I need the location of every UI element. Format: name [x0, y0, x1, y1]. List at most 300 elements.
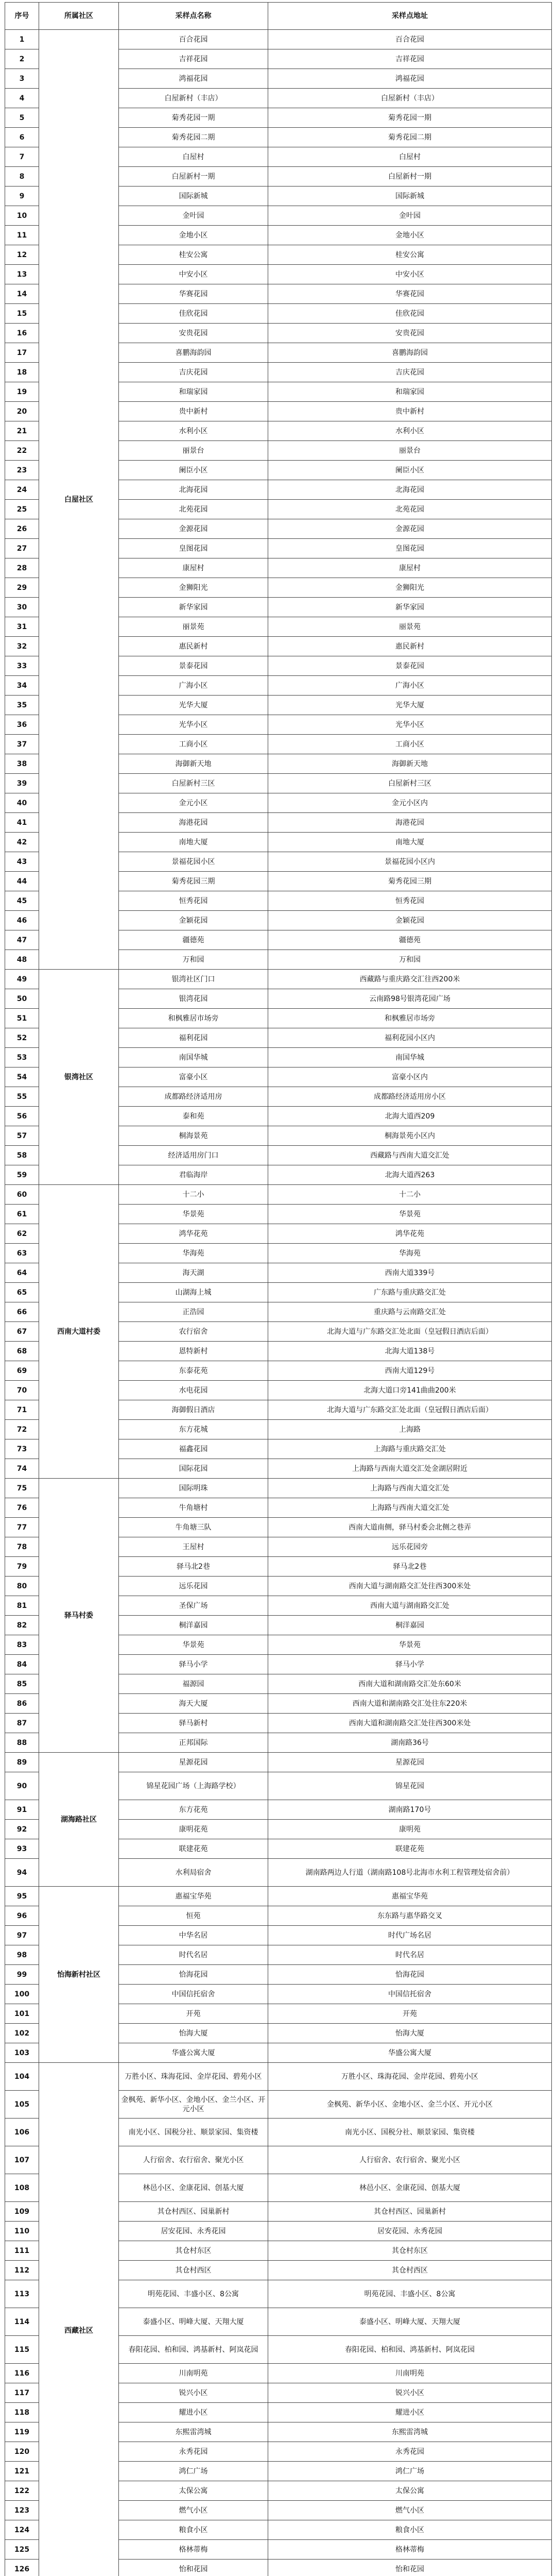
cell-site-name: 贵中新村: [119, 402, 268, 421]
cell-site-name: 锦星花园广场（上海路学校）: [119, 1772, 268, 1800]
cell-seq: 111: [5, 2241, 39, 2261]
cell-site-address: 惠福宝华苑: [268, 1887, 552, 1906]
cell-seq: 115: [5, 2336, 39, 2364]
cell-community: 湖海路社区: [39, 1753, 119, 1887]
cell-seq: 13: [5, 265, 39, 284]
cell-site-address: 北海花园: [268, 480, 552, 500]
cell-site-address: 星源花园: [268, 1753, 552, 1772]
cell-site-address: 上海路: [268, 1420, 552, 1439]
cell-site-address: 北海大道西209: [268, 1107, 552, 1126]
cell-site-address: 金叶园: [268, 206, 552, 226]
cell-seq: 75: [5, 1479, 39, 1498]
cell-site-name: 光华小区: [119, 715, 268, 735]
cell-seq: 48: [5, 950, 39, 970]
cell-site-address: 泰盛小区、明峰大厦、天翔大厦: [268, 2308, 552, 2336]
cell-seq: 10: [5, 206, 39, 226]
cell-site-name: 华海苑: [119, 1244, 268, 1263]
cell-seq: 95: [5, 1887, 39, 1906]
cell-seq: 118: [5, 2403, 39, 2422]
cell-seq: 94: [5, 1859, 39, 1887]
cell-seq: 101: [5, 2004, 39, 2024]
cell-site-name: 居安花园、永秀花园: [119, 2222, 268, 2241]
cell-site-address: 华海苑: [268, 1244, 552, 1263]
cell-site-address: 金地小区: [268, 226, 552, 245]
cell-seq: 108: [5, 2174, 39, 2202]
cell-seq: 103: [5, 2043, 39, 2063]
cell-site-address: 永秀花园: [268, 2442, 552, 2462]
cell-seq: 42: [5, 833, 39, 852]
cell-seq: 17: [5, 343, 39, 363]
cell-seq: 110: [5, 2222, 39, 2241]
cell-site-name: 鸿仁广场: [119, 2462, 268, 2481]
cell-site-address: 工商小区: [268, 735, 552, 754]
cell-site-address: 林邑小区、金康花园、创基大厦: [268, 2174, 552, 2202]
cell-seq: 107: [5, 2146, 39, 2174]
cell-site-address: 南国华城: [268, 1048, 552, 1067]
cell-seq: 79: [5, 1557, 39, 1577]
cell-site-name: 金颖花园: [119, 911, 268, 930]
cell-site-address: 桐海景苑小区内: [268, 1126, 552, 1146]
table-row: [5, 30, 552, 49]
cell-seq: 113: [5, 2280, 39, 2308]
table-row: [5, 1753, 552, 1772]
cell-seq: 20: [5, 402, 39, 421]
cell-site-name: 华景苑: [119, 1635, 268, 1655]
cell-site-name: 景福花园小区: [119, 852, 268, 872]
cell-site-name: 水利小区: [119, 421, 268, 441]
cell-seq: 4: [5, 89, 39, 108]
cell-seq: 11: [5, 226, 39, 245]
table-row: [5, 1185, 552, 1205]
cell-site-address: 北海大道西263: [268, 1165, 552, 1185]
cell-site-name: 金枫苑、新华小区、金地小区、金兰小区、开元小区: [119, 2091, 268, 2119]
cell-site-address: 上海路与西南大道交汇处: [268, 1498, 552, 1518]
cell-site-address: 川南明苑: [268, 2364, 552, 2383]
cell-seq: 5: [5, 108, 39, 128]
cell-site-name: 永秀花园: [119, 2442, 268, 2462]
cell-site-name: 海御假日酒店: [119, 1400, 268, 1420]
cell-site-name: 怡和花园: [119, 2560, 268, 2576]
cell-seq: 84: [5, 1655, 39, 1674]
cell-seq: 98: [5, 1945, 39, 1965]
cell-site-address: 白屋新村一期: [268, 167, 552, 187]
cell-site-address: 耀进小区: [268, 2403, 552, 2422]
cell-site-address: 西南大道和湖南路交汇处往西300米处: [268, 1714, 552, 1733]
cell-site-address: 中安小区: [268, 265, 552, 284]
cell-site-address: 粮食小区: [268, 2520, 552, 2540]
cell-seq: 122: [5, 2481, 39, 2501]
cell-seq: 33: [5, 656, 39, 676]
cell-site-name: 燃气小区: [119, 2501, 268, 2520]
cell-site-name: 吉祥花园: [119, 49, 268, 69]
cell-site-address: 万和园: [268, 950, 552, 970]
cell-site-address: 重庆路与云南路交汇处: [268, 1302, 552, 1322]
cell-site-name: 广海小区: [119, 676, 268, 696]
cell-site-name: 光华大厦: [119, 696, 268, 715]
cell-seq: 36: [5, 715, 39, 735]
cell-site-address: 桂安公寓: [268, 245, 552, 265]
cell-site-name: 海天大厦: [119, 1694, 268, 1714]
cell-site-name: 海御新天地: [119, 754, 268, 774]
cell-site-address: 西南大道339号: [268, 1263, 552, 1283]
cell-site-name: 泰盛小区、明峰大厦、天翔大厦: [119, 2308, 268, 2336]
cell-seq: 8: [5, 167, 39, 187]
cell-site-name: 惠民新村: [119, 637, 268, 656]
table-body: [5, 30, 552, 2576]
cell-seq: 1: [5, 30, 39, 49]
cell-site-name: 川南明苑: [119, 2364, 268, 2383]
cell-seq: 30: [5, 598, 39, 617]
cell-site-address: 万胜小区、珠海花园、金岸花园、碧苑小区: [268, 2063, 552, 2091]
cell-site-name: 国际花园: [119, 1459, 268, 1479]
cell-site-address: 金源花园: [268, 519, 552, 539]
cell-seq: 112: [5, 2261, 39, 2280]
cell-site-name: 白屋新村三区: [119, 774, 268, 793]
cell-community: 驿马村委: [39, 1479, 119, 1753]
cell-seq: 44: [5, 872, 39, 891]
cell-site-address: 华景苑: [268, 1205, 552, 1224]
cell-seq: 117: [5, 2383, 39, 2403]
header-site-name: 采样点名称: [119, 3, 268, 30]
cell-site-name: 国际明珠: [119, 1479, 268, 1498]
cell-site-name: 喜鹏海韵园: [119, 343, 268, 363]
cell-seq: 109: [5, 2202, 39, 2222]
cell-site-name: 白屋新村（丰店）: [119, 89, 268, 108]
cell-site-address: 其仓村西区: [268, 2261, 552, 2280]
cell-site-address: 菊秀花园一期: [268, 108, 552, 128]
cell-seq: 59: [5, 1165, 39, 1185]
cell-site-name: 恒秀花园: [119, 891, 268, 911]
cell-site-address: 十二小: [268, 1185, 552, 1205]
cell-site-name: 成都路经济适用房: [119, 1087, 268, 1107]
cell-site-address: 金元小区内: [268, 793, 552, 813]
cell-seq: 83: [5, 1635, 39, 1655]
cell-community: 西南大道村委: [39, 1185, 119, 1479]
cell-site-name: 恰海花园: [119, 1965, 268, 1985]
cell-site-address: 云南路98号银湾花园广场: [268, 989, 552, 1009]
header-community: 所属社区: [39, 3, 119, 30]
cell-site-address: 南地大厦: [268, 833, 552, 852]
cell-seq: 52: [5, 1028, 39, 1048]
cell-site-name: 海港花园: [119, 813, 268, 833]
cell-seq: 121: [5, 2462, 39, 2481]
cell-site-address: 恒秀花园: [268, 891, 552, 911]
cell-site-address: 驿马北2巷: [268, 1557, 552, 1577]
cell-site-address: 北海大道口旁141曲曲200米: [268, 1381, 552, 1400]
cell-site-address: 怡和花园: [268, 2560, 552, 2576]
cell-site-address: 其仓村西区、园巢新村: [268, 2202, 552, 2222]
cell-seq: 35: [5, 696, 39, 715]
table-row: [5, 970, 552, 989]
cell-site-name: 南光小区、国税分社、顺景家园、集资楼: [119, 2119, 268, 2146]
cell-site-name: 春阳花园、柏和园、鸿基新村、阿岚花园: [119, 2336, 268, 2364]
cell-site-address: 光华小区: [268, 715, 552, 735]
cell-site-address: 白屋新村（丰店）: [268, 89, 552, 108]
cell-seq: 41: [5, 813, 39, 833]
cell-seq: 31: [5, 617, 39, 637]
cell-site-address: 皇图花园: [268, 539, 552, 558]
cell-site-name: 吉庆花园: [119, 363, 268, 382]
cell-site-name: 恒苑: [119, 1906, 268, 1926]
cell-site-name: 怡海大厦: [119, 2024, 268, 2043]
cell-site-name: 泰和苑: [119, 1107, 268, 1126]
cell-site-name: 华景苑: [119, 1205, 268, 1224]
cell-site-address: 广东路与重庆路交汇处: [268, 1283, 552, 1302]
cell-site-address: 西南大道129号: [268, 1361, 552, 1381]
cell-site-address: 阑臣小区: [268, 461, 552, 480]
cell-site-address: 金枫苑、新华小区、金地小区、金兰小区、开元小区: [268, 2091, 552, 2119]
cell-seq: 55: [5, 1087, 39, 1107]
cell-seq: 74: [5, 1459, 39, 1479]
cell-site-address: 菊秀花园三期: [268, 872, 552, 891]
cell-seq: 60: [5, 1185, 39, 1205]
cell-site-address: 东熙雷湾城: [268, 2422, 552, 2442]
cell-site-address: 成都路经济适用房小区: [268, 1087, 552, 1107]
cell-site-name: 福源园: [119, 1674, 268, 1694]
cell-site-address: 金颖花园: [268, 911, 552, 930]
cell-site-name: 银湾花园: [119, 989, 268, 1009]
cell-site-address: 广海小区: [268, 676, 552, 696]
cell-site-address: 金狮阳光: [268, 578, 552, 598]
cell-site-name: 远乐花园: [119, 1577, 268, 1596]
cell-site-name: 其仓村西区: [119, 2261, 268, 2280]
cell-site-name: 阑臣小区: [119, 461, 268, 480]
cell-site-address: 西藏路与西南大道交汇处: [268, 1146, 552, 1165]
cell-site-name: 皇图花园: [119, 539, 268, 558]
cell-site-name: 桂安公寓: [119, 245, 268, 265]
cell-seq: 21: [5, 421, 39, 441]
cell-seq: 28: [5, 558, 39, 578]
cell-site-address: 菊秀花园二期: [268, 128, 552, 147]
cell-seq: 34: [5, 676, 39, 696]
cell-site-address: 水利小区: [268, 421, 552, 441]
cell-seq: 91: [5, 1800, 39, 1820]
cell-site-address: 人行宿舍、农行宿舍、聚光小区: [268, 2146, 552, 2174]
cell-site-address: 百合花园: [268, 30, 552, 49]
cell-seq: 105: [5, 2091, 39, 2119]
cell-seq: 26: [5, 519, 39, 539]
table-header-row: [5, 3, 552, 30]
cell-site-name: 菊秀花园一期: [119, 108, 268, 128]
cell-seq: 93: [5, 1839, 39, 1859]
cell-seq: 24: [5, 480, 39, 500]
cell-site-name: 白屋村: [119, 147, 268, 167]
cell-community: 西藏社区: [39, 2063, 119, 2576]
cell-site-name: 牛角塘三队: [119, 1518, 268, 1537]
cell-site-name: 牛角塘村: [119, 1498, 268, 1518]
cell-site-address: 远乐花园旁: [268, 1537, 552, 1557]
cell-seq: 69: [5, 1361, 39, 1381]
cell-site-name: 康明花苑: [119, 1820, 268, 1839]
cell-site-address: 北海大道与广东路交汇处北面（皇冠假日酒店后面）: [268, 1400, 552, 1420]
cell-site-address: 和瑞家园: [268, 382, 552, 402]
cell-site-name: 康屋村: [119, 558, 268, 578]
cell-site-name: 和瑞家园: [119, 382, 268, 402]
cell-seq: 99: [5, 1965, 39, 1985]
cell-seq: 76: [5, 1498, 39, 1518]
cell-site-name: 正邦国际: [119, 1733, 268, 1753]
cell-site-address: 东东路与惠华路交叉: [268, 1906, 552, 1926]
cell-site-name: 星源花园: [119, 1753, 268, 1772]
cell-site-address: 华赛花园: [268, 284, 552, 304]
cell-site-name: 联建花苑: [119, 1839, 268, 1859]
cell-site-address: 西南大道与湖南路交汇处往西300米处: [268, 1577, 552, 1596]
cell-seq: 68: [5, 1342, 39, 1361]
cell-seq: 50: [5, 989, 39, 1009]
cell-site-name: 惠福宝华苑: [119, 1887, 268, 1906]
cell-seq: 106: [5, 2119, 39, 2146]
cell-site-name: 富豪小区: [119, 1067, 268, 1087]
cell-site-name: 金源花园: [119, 519, 268, 539]
cell-site-name: 其仓村东区: [119, 2241, 268, 2261]
cell-seq: 73: [5, 1439, 39, 1459]
cell-seq: 14: [5, 284, 39, 304]
cell-site-name: 中安小区: [119, 265, 268, 284]
cell-site-address: 南光小区、国税分社、顺景家园、集资楼: [268, 2119, 552, 2146]
cell-seq: 43: [5, 852, 39, 872]
cell-seq: 18: [5, 363, 39, 382]
cell-seq: 82: [5, 1616, 39, 1635]
cell-site-address: 吉祥花园: [268, 49, 552, 69]
cell-site-address: 喜鹏海韵园: [268, 343, 552, 363]
cell-site-address: 景福花园小区内: [268, 852, 552, 872]
cell-seq: 2: [5, 49, 39, 69]
cell-site-address: 联建花苑: [268, 1839, 552, 1859]
cell-site-address: 光华大厦: [268, 696, 552, 715]
cell-seq: 63: [5, 1244, 39, 1263]
cell-seq: 12: [5, 245, 39, 265]
cell-seq: 67: [5, 1322, 39, 1342]
cell-site-name: 驿马新村: [119, 1714, 268, 1733]
table-row: [5, 1479, 552, 1498]
cell-site-address: 白屋村: [268, 147, 552, 167]
cell-site-name: 经济适用房门口: [119, 1146, 268, 1165]
cell-seq: 22: [5, 441, 39, 461]
cell-site-address: 西南大道与湖南路交汇处: [268, 1596, 552, 1616]
cell-seq: 123: [5, 2501, 39, 2520]
cell-seq: 40: [5, 793, 39, 813]
cell-site-name: 银湾社区门口: [119, 970, 268, 989]
cell-site-address: 北苑花园: [268, 500, 552, 519]
cell-seq: 125: [5, 2540, 39, 2560]
cell-seq: 39: [5, 774, 39, 793]
cell-seq: 78: [5, 1537, 39, 1557]
cell-seq: 86: [5, 1694, 39, 1714]
cell-seq: 70: [5, 1381, 39, 1400]
cell-seq: 100: [5, 1985, 39, 2004]
cell-site-name: 桐洋嘉园: [119, 1616, 268, 1635]
cell-site-address: 开苑: [268, 2004, 552, 2024]
cell-seq: 96: [5, 1906, 39, 1926]
cell-site-address: 湖南路36号: [268, 1733, 552, 1753]
cell-seq: 29: [5, 578, 39, 598]
cell-site-name: 景泰花园: [119, 656, 268, 676]
cell-site-name: 十二小: [119, 1185, 268, 1205]
cell-seq: 9: [5, 187, 39, 206]
cell-seq: 97: [5, 1926, 39, 1945]
cell-site-name: 鸿华花苑: [119, 1224, 268, 1244]
cell-seq: 7: [5, 147, 39, 167]
header-seq: 序号: [5, 3, 39, 30]
cell-site-address: 恰海花园: [268, 1965, 552, 1985]
cell-site-name: 佳欣花园: [119, 304, 268, 324]
cell-seq: 85: [5, 1674, 39, 1694]
cell-seq: 32: [5, 637, 39, 656]
cell-seq: 77: [5, 1518, 39, 1537]
cell-seq: 87: [5, 1714, 39, 1733]
cell-site-address: 新华家园: [268, 598, 552, 617]
cell-seq: 89: [5, 1753, 39, 1772]
cell-site-name: 正浩园: [119, 1302, 268, 1322]
cell-site-address: 贵中新村: [268, 402, 552, 421]
cell-site-name: 华赛花园: [119, 284, 268, 304]
cell-seq: 45: [5, 891, 39, 911]
cell-site-name: 华盛公寓大厦: [119, 2043, 268, 2063]
cell-site-name: 疆德苑: [119, 930, 268, 950]
cell-site-address: 康屋村: [268, 558, 552, 578]
cell-site-name: 开苑: [119, 2004, 268, 2024]
cell-community: 银湾社区: [39, 970, 119, 1185]
cell-site-name: 中华名居: [119, 1926, 268, 1945]
cell-site-address: 福利花园小区内: [268, 1028, 552, 1048]
cell-site-name: 明苑花园、丰盛小区、8公寓: [119, 2280, 268, 2308]
cell-site-address: 其仓村东区: [268, 2241, 552, 2261]
cell-seq: 23: [5, 461, 39, 480]
cell-site-address: 驿马小学: [268, 1655, 552, 1674]
cell-site-name: 新华家园: [119, 598, 268, 617]
cell-site-address: 锦星花园: [268, 1772, 552, 1800]
cell-site-name: 中国信托宿舍: [119, 1985, 268, 2004]
cell-site-address: 太保公寓: [268, 2481, 552, 2501]
cell-site-name: 金元小区: [119, 793, 268, 813]
cell-site-name: 王屋村: [119, 1537, 268, 1557]
cell-site-address: 西藏路与重庆路交汇往西200米: [268, 970, 552, 989]
cell-seq: 15: [5, 304, 39, 324]
cell-site-address: 居安花园、永秀花园: [268, 2222, 552, 2241]
cell-site-name: 白屋新村一期: [119, 167, 268, 187]
cell-seq: 116: [5, 2364, 39, 2383]
cell-site-address: 华景苑: [268, 1635, 552, 1655]
cell-site-name: 驿马小学: [119, 1655, 268, 1674]
cell-site-address: 燃气小区: [268, 2501, 552, 2520]
cell-site-name: 和枫雅居市场旁: [119, 1009, 268, 1028]
cell-site-name: 桐海景苑: [119, 1126, 268, 1146]
cell-site-name: 金狮阳光: [119, 578, 268, 598]
cell-site-name: 太保公寓: [119, 2481, 268, 2501]
cell-site-address: 白屋新村三区: [268, 774, 552, 793]
cell-site-address: 景泰花园: [268, 656, 552, 676]
cell-seq: 119: [5, 2422, 39, 2442]
cell-site-name: 东熙雷湾城: [119, 2422, 268, 2442]
cell-community: 白屋社区: [39, 30, 119, 970]
cell-site-name: 粮食小区: [119, 2520, 268, 2540]
cell-site-name: 福鑫花园: [119, 1439, 268, 1459]
cell-seq: 64: [5, 1263, 39, 1283]
cell-site-name: 东方花城: [119, 1420, 268, 1439]
cell-seq: 66: [5, 1302, 39, 1322]
cell-seq: 54: [5, 1067, 39, 1087]
cell-community: 怡海新村社区: [39, 1887, 119, 2063]
cell-seq: 19: [5, 382, 39, 402]
cell-seq: 38: [5, 754, 39, 774]
cell-site-name: 山湖海上城: [119, 1283, 268, 1302]
cell-site-name: 圣保广场: [119, 1596, 268, 1616]
cell-site-address: 佳欣花园: [268, 304, 552, 324]
cell-site-name: 东泰花苑: [119, 1361, 268, 1381]
cell-seq: 92: [5, 1820, 39, 1839]
cell-site-name: 其仓村西区、园巢新村: [119, 2202, 268, 2222]
cell-site-address: 春阳花园、柏和园、鸿基新村、阿岚花园: [268, 2336, 552, 2364]
